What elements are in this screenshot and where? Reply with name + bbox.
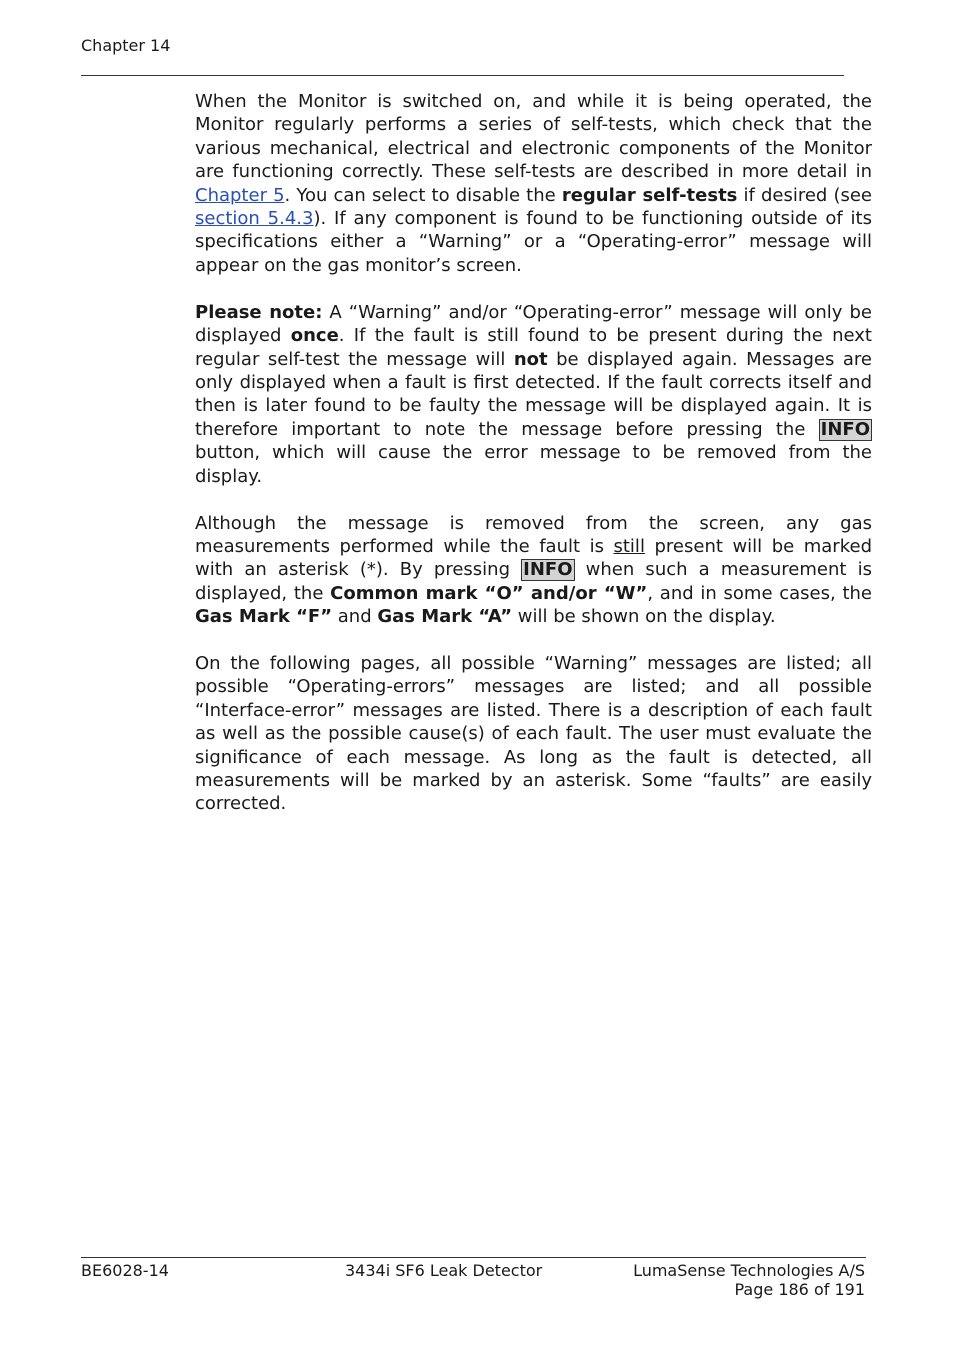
footer-product: 3434i SF6 Leak Detector: [345, 1261, 543, 1280]
paragraph-please-note: Please note: A “Warning” and/or “Operating-error” message will only be displayed once. If the fault is still found to be present during the next regular self-test the message will not be displayed again. Messages are only displayed when a fault is first detected. If the fault corrects itself and then is later found to be faulty the message will be displayed again. It is therefore important to note the message before pressing the INFO button, which will cause the error message to be removed from the display.: [195, 301, 872, 487]
footer-company: LumaSense Technologies A/S: [633, 1261, 865, 1280]
footer-company-page: [633, 1261, 865, 1299]
info-key-label: INFO: [820, 418, 870, 440]
paragraph-following-pages: On the following pages, all possible “Warning” messages are listed; all possible “Operating-errors” messages are listed; and all possible “Interface-error” messages are listed. There is a description of each fault as well as the possible cause(s) of each fault. The user must evaluate the significance of each message. As long as the fault is detected, all measurements will be marked by an asterisk. Some “faults” are easily corrected.: [195, 653, 872, 815]
header-divider: [81, 75, 844, 76]
chapter-5-link[interactable]: Chapter 5: [195, 184, 285, 206]
footer-doc-id: BE6028-14: [81, 1261, 169, 1280]
section-5-4-3-link[interactable]: section 5.4.3: [195, 208, 314, 230]
paragraph-self-tests: When the Monitor is switched on, and while it is being operated, the Monitor regularly performs a series of self-tests, which check that the various mechanical, electrical and electronic components of the Monitor are functioning correctly. These self-tests are described in more detail in Chapter 5. You can select to disable the regular self-tests if desired (see section 5.4.3). If any component is found to be functioning outside of its specifications either a “Warning” or a “Operating-error” message will appear on the gas monitor’s screen.: [195, 91, 872, 276]
footer-divider: [81, 1257, 866, 1258]
footer-page-number: Page 186 of 191: [734, 1280, 865, 1299]
paragraph-asterisk: Although the message is removed from the screen, any gas measurements performed while the fault is still present will be marked with an asterisk (*). By pressing INFO when such a measurement is displayed, the Common mark “O” and/or “W”, and in some cases, the Gas Mark “F” and Gas Mark “A” will be shown on the display.: [195, 512, 872, 628]
header-chapter: Chapter 14: [81, 36, 171, 55]
body-text: [195, 90, 872, 839]
info-key-label: INFO: [523, 559, 573, 581]
